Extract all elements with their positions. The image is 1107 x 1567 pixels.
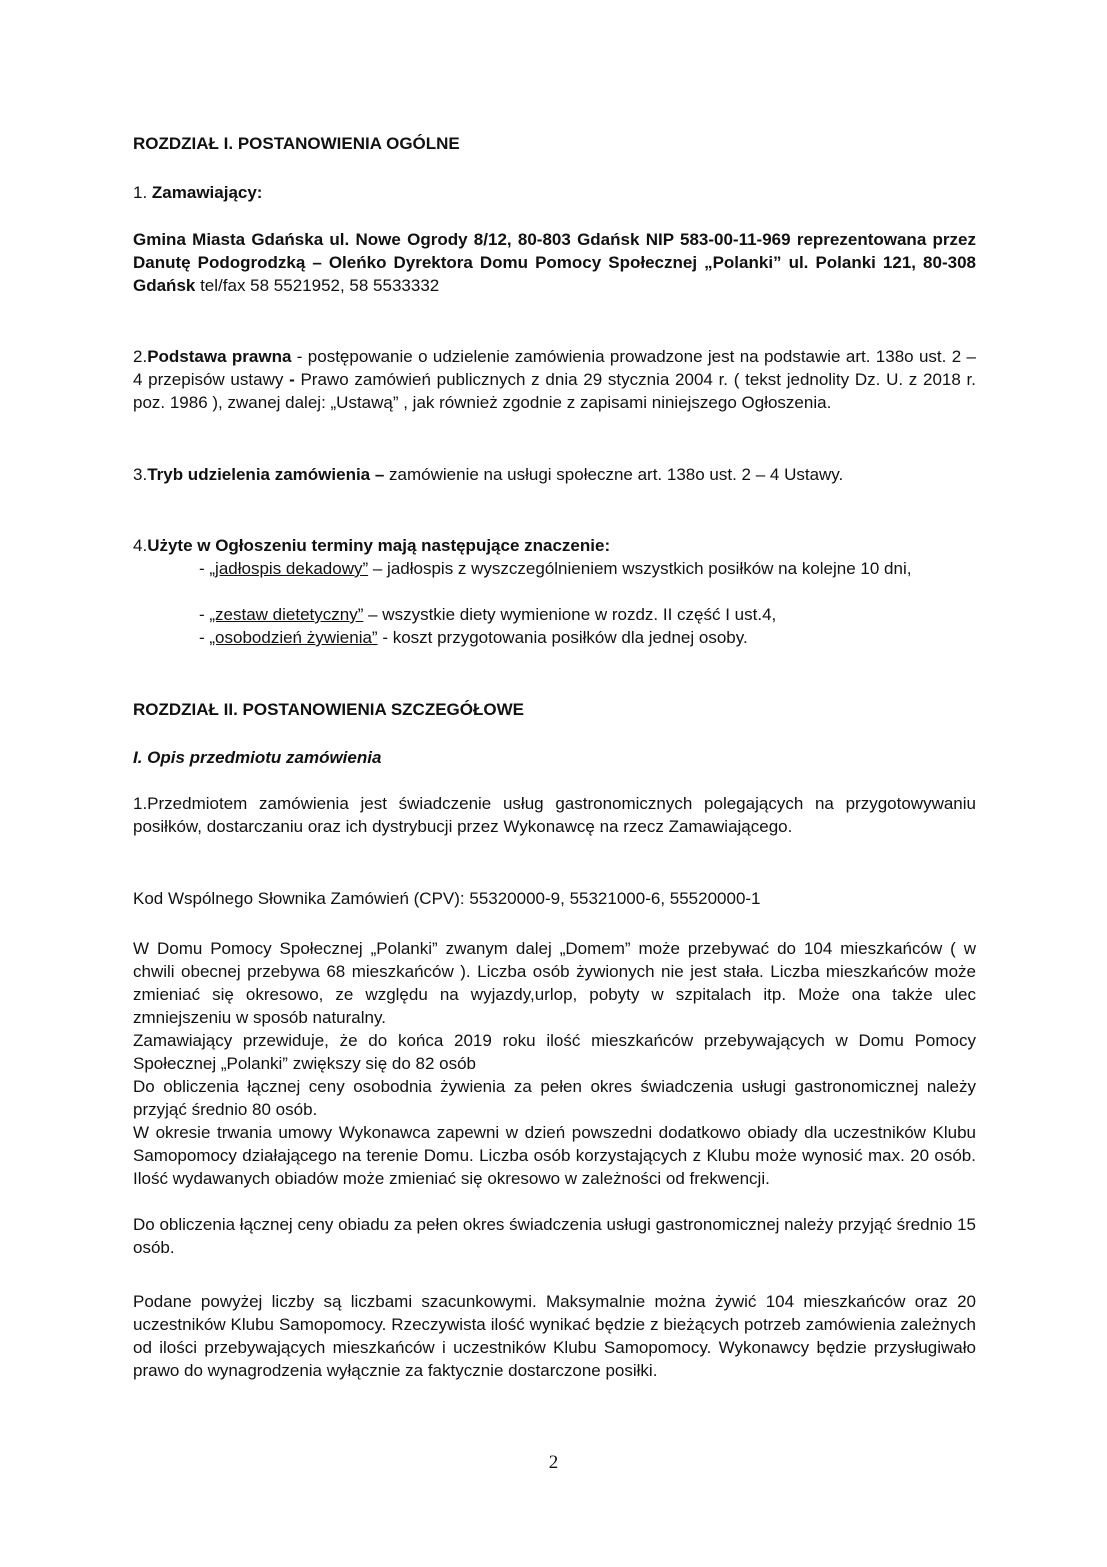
paragraph-estimates: Podane powyżej liczby są liczbami szacunkowymi. Maksymalnie można żywić 104 mieszkańców oraz 20 uczestników Klubu Samopomocy. Rzeczywista ilość wynikać będzie z bieżących potrzeb zamówienia zależnych od ilości przebywających mieszkańców i uczestników Klubu Samopomocy. Wykonawcy będzie przysługiwało prawo do wynagrodzenia wyłącznie za faktycznie dostarczone posiłki.	[133, 1292, 976, 1380]
paragraph-average-dinners: Do obliczenia łącznej ceny obiadu za pełen okres świadczenia usługi gastronomicznej należy przyjąć średnio 15 osób.	[133, 1215, 976, 1257]
contracting-authority-phone: tel/fax 58 5521952, 58 5533332	[195, 276, 440, 295]
paragraph-subject: 1.Przedmiotem zamówienia jest świadczenie usług gastronomicznych polegających na przygotowywaniu posiłków, dostarczaniu oraz ich dystrybucji przez Wykonawcę na rzecz Zamawiającego.	[133, 794, 976, 836]
paragraph-residents: W Domu Pomocy Społecznej „Polanki” zwanym dalej „Domem” może przebywać do 104 mieszkańców ( w chwili obecnej przebywa 68 mieszkańców ). Liczba osób żywionych nie jest stała. Liczba mieszkańców może zmieniać się okresowo, ze względu na wyjazdy,urlop, pobyty w szpitalach itp. Może ona także ulec zmniejszeniu w sposób naturalny.	[133, 939, 976, 1027]
item2-legal-basis: 2.Podstawa prawna - postępowanie o udzielenie zamówienia prowadzone jest na podstawie art. 138o ust. 2 – 4 przepisów ustawy - Prawo zamówień publicznych z dnia 29 stycznia 2004 r. ( tekst jednolity Dz. U. z 2018 r. poz. 1986 ), zwanej dalej: „Ustawą” , jak również zgodnie z zapisami niniejszego Ogłoszenia.	[133, 347, 976, 412]
paragraph-forecast: Zamawiający przewiduje, że do końca 2019 roku ilość mieszkańców przebywających w Domu Pomocy Społecznej „Polanki” zwiększy się do 82 osób	[133, 1031, 976, 1073]
contracting-authority-details	[133, 228, 976, 297]
chapter2-heading: ROZDZIAŁ II. POSTANOWIENIA SZCZEGÓŁOWE	[133, 700, 524, 719]
chapter1-heading: ROZDZIAŁ I. POSTANOWIENIA OGÓLNE	[133, 134, 460, 153]
contracting-authority-name: Gmina Miasta Gdańska ul. Nowe Ogrody 8/12, 80-803 Gdańsk NIP 583-00-11-969 reprezentowana przez Danutę Podogrodzką – Oleńko Dyrektora Domu Pomocy Społecznej „Polanki” ul. Polanki 121, 80-308 Gdańsk	[133, 230, 976, 295]
term-osobodzien-zywienia: „osobodzień żywienia”	[209, 628, 378, 647]
term-jadlospis-dekadowy: „jadłospis dekadowy”	[209, 559, 369, 578]
term-item: - „osobodzień żywienia” - koszt przygotowania posiłków dla jednej osoby.	[199, 628, 748, 647]
term-item: - „zestaw dietetyczny” – wszystkie diety wymienione w rozdz. II część I ust.4,	[199, 605, 777, 624]
paragraph-average-residents: Do obliczenia łącznej ceny osobodnia żywienia za pełen okres świadczenia usługi gastronomicznej należy przyjąć średnio 80 osób.	[133, 1077, 976, 1119]
term-item: - „jadłospis dekadowy” – jadłospis z wyszczególnieniem wszystkich posiłków na kolejne 10 dni,	[199, 559, 912, 578]
page-number: 2	[548, 1452, 559, 1473]
section-title: I. Opis przedmiotu zamówienia	[133, 748, 382, 767]
item1-contracting-authority: 1. Zamawiający:	[133, 183, 263, 202]
item4-terms-heading: 4.Użyte w Ogłoszeniu terminy mają następujące znaczenie:	[133, 536, 611, 555]
paragraph-club: W okresie trwania umowy Wykonawca zapewni w dzień powszedni dodatkowo obiady dla uczestników Klubu Samopomocy działającego na terenie Domu. Liczba osób korzystających z Klubu może wynosić max. 20 osób. Ilość wydawanych obiadów może zmieniać się okresowo w zależności od frekwencji.	[133, 1123, 976, 1188]
cpv-codes: Kod Wspólnego Słownika Zamówień (CPV): 55320000-9, 55321000-6, 55520000-1	[133, 889, 761, 908]
term-zestaw-dietetyczny: „zestaw dietetyczny”	[209, 605, 364, 624]
item3-procedure-mode: 3.Tryb udzielenia zamówienia – zamówienie na usługi społeczne art. 138o ust. 2 – 4 Ustawy.	[133, 465, 844, 484]
